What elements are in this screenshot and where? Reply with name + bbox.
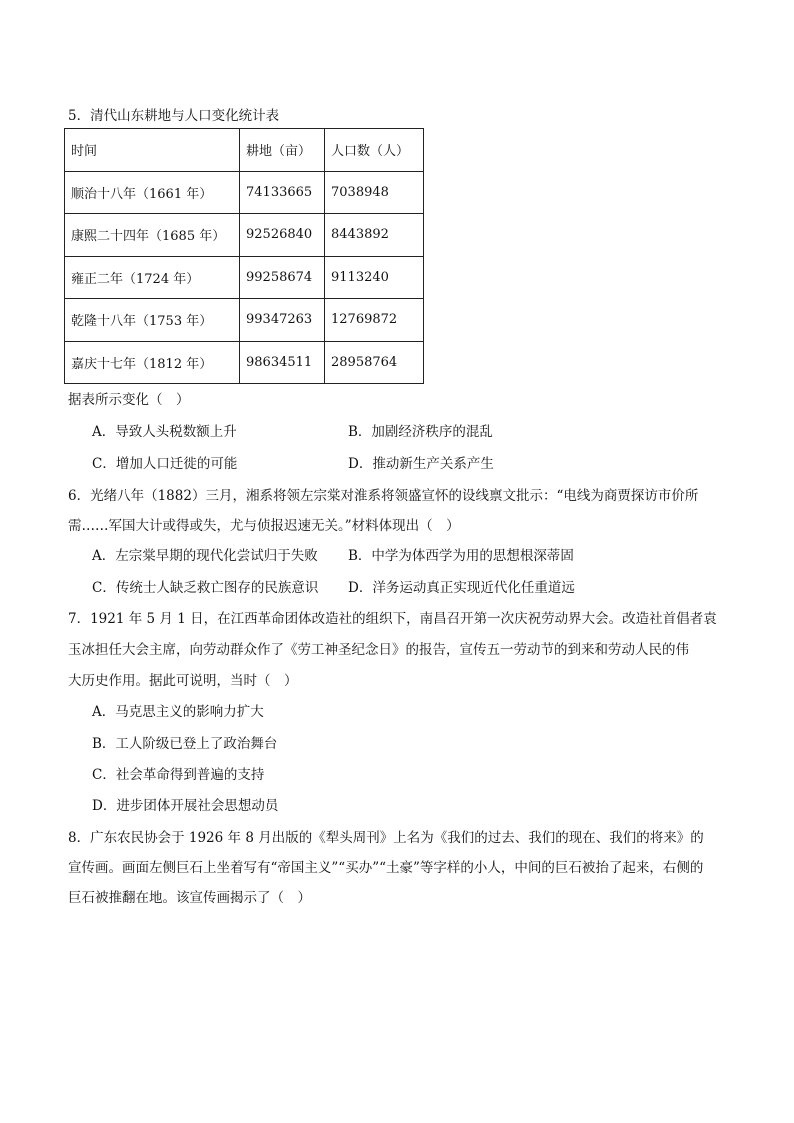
q6-option-d[interactable]: D．洋务运动真正实现近代化任重道远 (348, 580, 575, 596)
cell-time: 雍正二年（1724 年） (65, 256, 240, 299)
q6-option-b[interactable]: B．中学为体西学为用的思想根深蒂固 (348, 548, 574, 564)
q5-title: 5．清代山东耕地与人口变化统计表 (68, 108, 280, 124)
q6-stem-line-1: 6．光绪八年（1882）三月，湘系将领左宗棠对淮系将领盛宣怀的设线禀文批示：“电线为商贾探访市价所 (68, 488, 699, 504)
cell-farmland: 92526840 (240, 214, 325, 257)
cell-farmland: 74133665 (240, 171, 325, 214)
q6-option-c[interactable]: C．传统士人缺乏救亡图存的民族意识 (92, 580, 319, 596)
cell-farmland: 98634511 (240, 341, 325, 384)
q7-stem-line-2: 玉冰担任大会主席，向劳动群众作了《劳工神圣纪念日》的报告，宣传五一劳动节的到来和劳动人民的伟 (68, 642, 689, 658)
cell-farmland: 99347263 (240, 299, 325, 342)
cell-time: 康熙二十四年（1685 年） (65, 214, 240, 257)
table-row (65, 171, 424, 214)
cell-population: 7038948 (325, 171, 424, 214)
cell-time: 乾隆十八年（1753 年） (65, 299, 240, 342)
q6-stem-line-2: 需……军国大计或得或失，尤与侦报迟速无关。”材料体现出（ ） (68, 518, 460, 534)
cell-population: 12769872 (325, 299, 424, 342)
q5-option-a[interactable]: A．导致人头税数额上升 (92, 424, 237, 440)
q8-stem-line-2: 宣传画。画面左侧巨石上坐着写有“帝国主义”“买办”“土豪”等字样的小人，中间的巨石被抬了起来，右侧的 (68, 860, 704, 876)
q8-stem-line-3: 巨石被推翻在地。该宣传画揭示了（ ） (68, 890, 311, 906)
table-row (65, 299, 424, 342)
q7-stem-line-1: 7．1921 年 5 月 1 日，在江西革命团体改造社的组织下，南昌召开第一次庆祝劳动界大会。改造社首倡者袁 (68, 611, 717, 627)
header-population: 人口数（人） (325, 129, 424, 172)
q7-option-b[interactable]: B．工人阶级已登上了政治舞台 (92, 736, 278, 752)
table-row (65, 341, 424, 384)
cell-time: 嘉庆十七年（1812 年） (65, 341, 240, 384)
q7-option-c[interactable]: C．社会革命得到普遍的支持 (92, 767, 265, 783)
cell-population: 28958764 (325, 341, 424, 384)
q5-option-d[interactable]: D．推动新生产关系产生 (348, 456, 494, 472)
header-time: 时间 (65, 129, 240, 172)
q7-option-a[interactable]: A．马克思主义的影响力扩大 (92, 704, 264, 720)
cell-population: 8443892 (325, 214, 424, 257)
q8-stem-line-1: 8．广东农民协会于 1926 年 8 月出版的《犁头周刊》上名为《我们的过去、我们的现在、我们的将来》的 (68, 830, 704, 846)
q7-option-d[interactable]: D．进步团体开展社会思想动员 (92, 798, 279, 814)
stats-table (64, 128, 424, 384)
q7-stem-line-3: 大历史作用。据此可说明，当时（ ） (68, 673, 298, 689)
q5-prompt: 据表所示变化（ ） (68, 392, 190, 408)
header-farmland: 耕地（亩） (240, 129, 325, 172)
table-row (65, 214, 424, 257)
cell-time: 顺治十八年（1661 年） (65, 171, 240, 214)
q5-option-b[interactable]: B．加剧经济秩序的混乱 (348, 424, 493, 440)
cell-population: 9113240 (325, 256, 424, 299)
cell-farmland: 99258674 (240, 256, 325, 299)
table-header-row (65, 129, 424, 172)
table-row (65, 256, 424, 299)
q6-option-a[interactable]: A．左宗棠早期的现代化尝试归于失败 (92, 548, 318, 564)
q5-option-c[interactable]: C．增加人口迁徙的可能 (92, 456, 238, 472)
